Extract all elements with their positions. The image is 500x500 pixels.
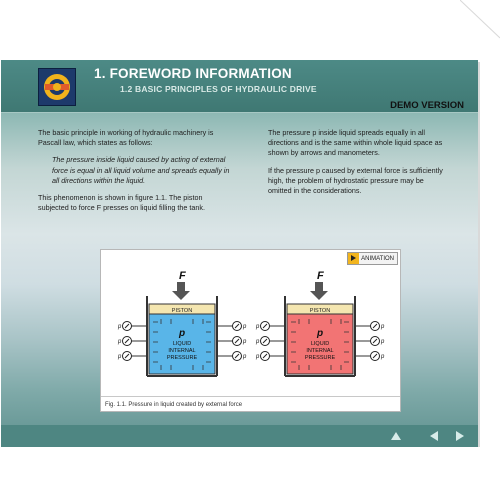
lesson-screen [1, 60, 478, 447]
pressure-symbol-right: p [316, 328, 324, 339]
gauge-label: p [118, 354, 122, 360]
liquid-label-left-1: LIQUID [172, 341, 192, 347]
course-logo-icon [39, 69, 75, 105]
next-page-icon[interactable] [453, 429, 467, 443]
gauge-label: p [256, 339, 260, 345]
left-column [38, 128, 233, 220]
liquid-label-right-2: INTERNAL [306, 348, 334, 354]
gauge-label: p [256, 324, 260, 330]
liquid-label-left-3: PRESSURE [166, 355, 198, 361]
right-paragraph-1: The pressure p inside liquid spreads equally in all directions and is the same within whole liquid space as shown by arrows and manometers. [268, 128, 443, 158]
liquid-label-right-3: PRESSURE [304, 355, 336, 361]
gauge-label: p [243, 324, 247, 330]
gauge-label: p [381, 324, 385, 330]
pressure-diagram [101, 264, 400, 399]
left-paragraph-2: This phenomenon is shown in figure 1.1. The piston subjected to force F presses on liquid filling the tank. [38, 193, 206, 213]
piston-label-right: PISTON [309, 308, 331, 314]
figure-panel [100, 249, 401, 412]
right-column [268, 128, 448, 203]
up-icon[interactable] [389, 429, 403, 443]
right-paragraph-2: If the pressure p caused by external force is sufficiently high, the problem of hydrostatic pressure may be omitted in the considerations. [268, 165, 443, 196]
gauge-label: p [381, 339, 385, 345]
frame-shadow [478, 62, 480, 447]
pressure-symbol-left: p [178, 328, 186, 339]
page-subtitle: 1.2 BASIC PRINCIPLES OF HYDRAULIC DRIVE [120, 84, 317, 94]
gauge-label: p [118, 339, 122, 345]
left-paragraph-1: The basic principle in working of hydraulic machinery is Pascall law, which states as follows: [38, 128, 214, 148]
right-tank [255, 270, 385, 376]
figure-caption: Fig. 1.1. Pressure in liquid created by external force [105, 402, 243, 408]
course-logo [38, 68, 76, 106]
caption-divider [101, 396, 400, 397]
page-fold-corner [460, 0, 500, 60]
blank-area [0, 448, 500, 500]
liquid-label-right-1: LIQUID [310, 341, 330, 347]
left-tank [117, 270, 247, 376]
previous-page-icon[interactable] [427, 429, 441, 443]
force-label-left: F [179, 270, 186, 282]
gauge-label: p [256, 354, 260, 360]
liquid-label-left-2: INTERNAL [168, 348, 196, 354]
piston-label-left: PISTON [171, 308, 193, 314]
animation-label: ANIMATION [361, 255, 394, 262]
force-label-right: F [317, 270, 324, 282]
play-icon [348, 253, 359, 264]
page-title: 1. FOREWORD INFORMATION [94, 66, 292, 81]
pascal-law-quote: The pressure inside liquid caused by acting of external force is equal in all liquid volume and spreads equally in all directions within the liquid. [52, 155, 230, 185]
gauge-label: p [243, 354, 247, 360]
force-arrow-right [310, 282, 328, 300]
force-arrow-left [172, 282, 190, 300]
gauge-label: p [381, 354, 385, 360]
demo-version-label: DEMO VERSION [390, 100, 464, 111]
gauge-label: p [118, 324, 122, 330]
navigation-bar [1, 425, 478, 447]
gauge-label: p [243, 339, 247, 345]
